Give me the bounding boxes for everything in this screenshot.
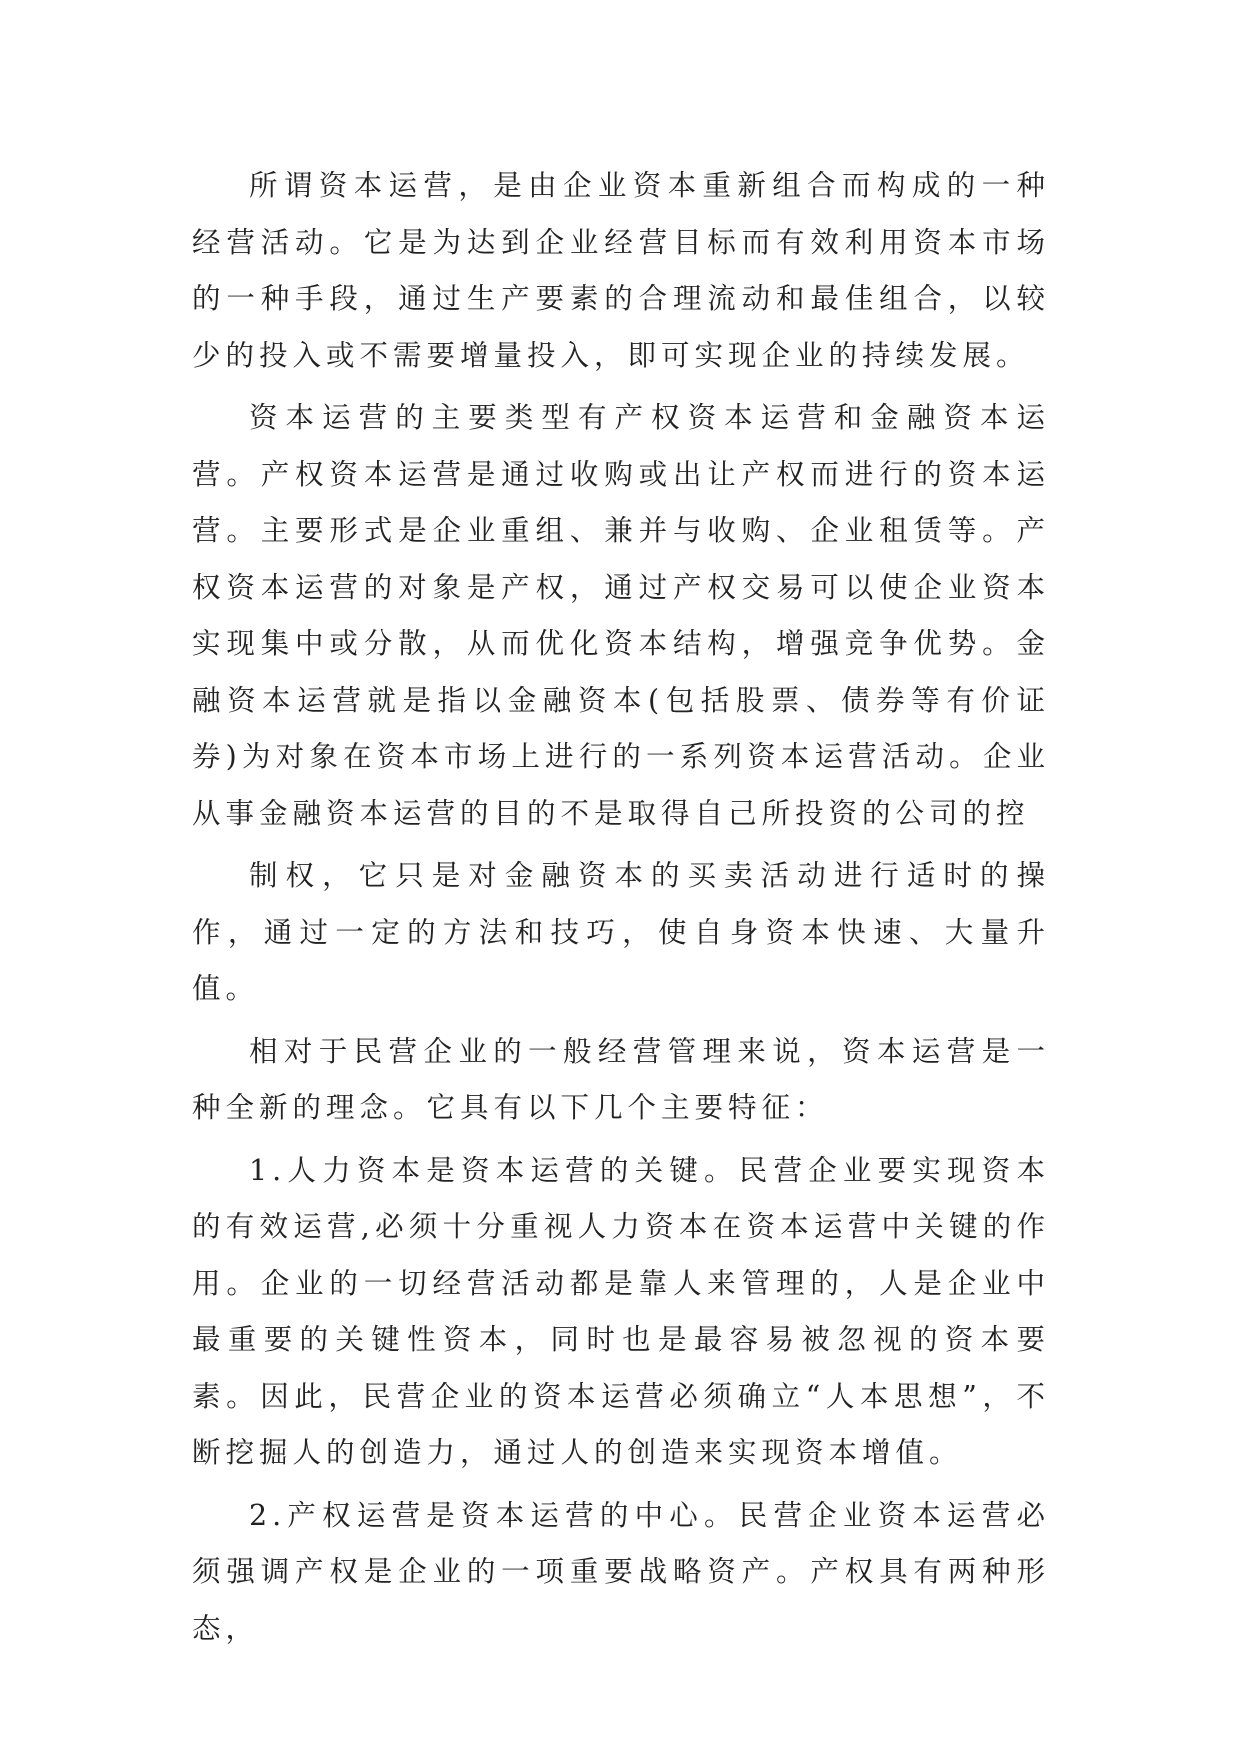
paragraph-capital-operation-types: 资本运营的主要类型有产权资本运营和金融资本运营。产权资本运营是通过收购或出让产权而进行的资本运营。主要形式是企业重组、兼并与收购、企业租赁等。产权资本运营的对象是产权，通过产权交易可以使企业资本实现集中或分散，从而优化资本结构，增强竞争优势。金融资本运营就是指以金融资本(包括股票、债券等有价证券)为对象在资本市场上进行的一系列资本运营活动。企业从事金融资本运营的目的不是取得自己所投资的公司的控 bbox=[192, 401, 1050, 830]
paragraph-capital-operation-definition: 所谓资本运营，是由企业资本重新组合而构成的一种经营活动。它是为达到企业经营目标而有效利用资本市场的一种手段，通过生产要素的合理流动和最佳组合，以较少的投入或不需要增量投入，即可实现企业的持续发展。 bbox=[192, 169, 1050, 372]
paragraph-control-rights: 制权，它只是对金融资本的买卖活动进行适时的操作，通过一定的方法和技巧，使自身资本快速、大量升值。 bbox=[192, 859, 1050, 1005]
paragraph-features-intro: 相对于民营企业的一般经营管理来说，资本运营是一种全新的理念。它具有以下几个主要特征： bbox=[192, 1034, 1050, 1124]
paragraph-feature-2: 2.产权运营是资本运营的中心。民营企业资本运营必须强调产权是企业的一项重要战略资产。产权具有两种形态， bbox=[192, 1498, 1050, 1645]
document-body bbox=[192, 158, 1050, 1657]
paragraph-feature-1: 1.人力资本是资本运营的关键。民营企业要实现资本的有效运营,必须十分重视人力资本在资本运营中关键的作用。企业的一切经营活动都是靠人来管理的，人是企业中最重要的关键性资本，同时也是最容易被忽视的资本要素。因此，民营企业的资本运营必须确立“人本思想”，不断挖掘人的创造力，通过人的创造来实现资本增值。 bbox=[192, 1153, 1050, 1469]
